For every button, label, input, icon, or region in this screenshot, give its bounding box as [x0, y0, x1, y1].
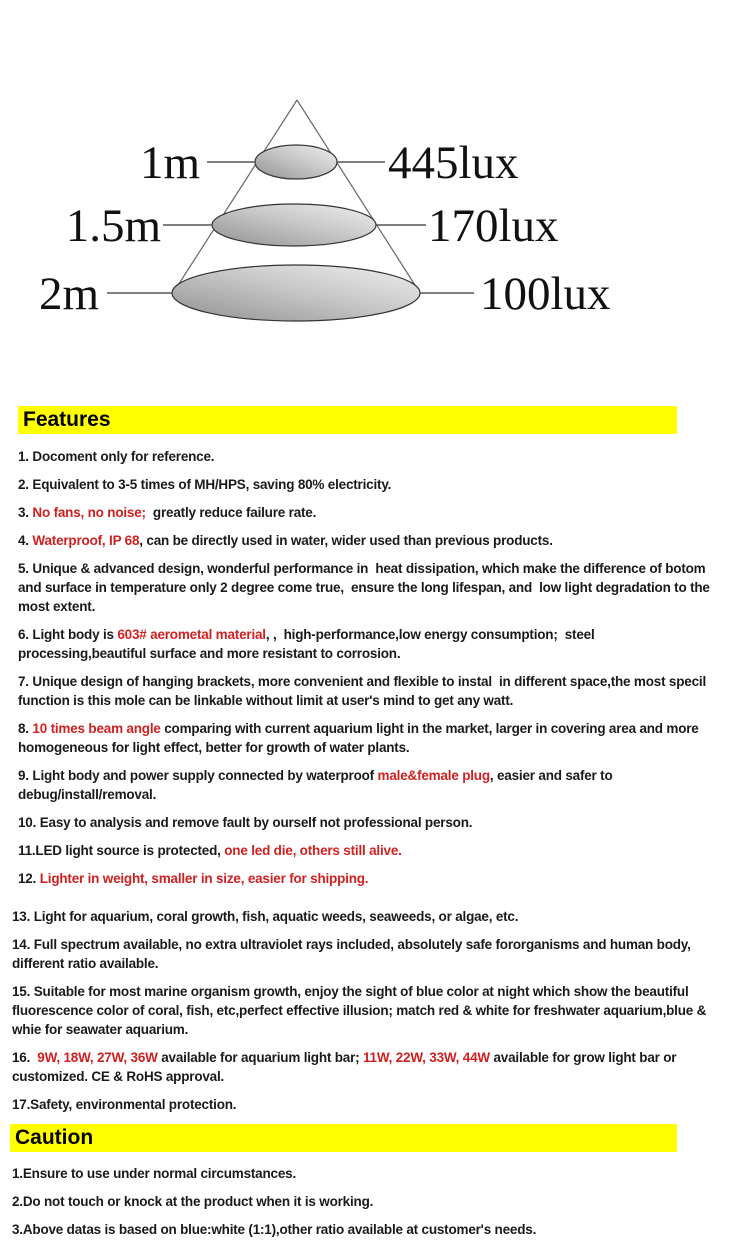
caution-item-text: 2.Do not touch or knock at the product when it is working. — [12, 1194, 374, 1209]
feature-item-text: 8. — [18, 721, 33, 736]
feature-item — [18, 559, 720, 616]
feature-item — [18, 766, 720, 804]
cone-side-right — [297, 100, 420, 293]
feature-item-red-text: Lighter in weight, smaller in size, easier for shipping. — [39, 871, 369, 886]
feature-item-red-text: Waterproof, IP 68 — [32, 533, 140, 548]
feature-item-text: , , high-performance,low energy consumption; steel processing,beautiful surface and more resistant to corrosion. — [18, 627, 599, 661]
feature-item — [18, 625, 720, 663]
lux-label-445: 445lux — [388, 137, 519, 189]
feature-item — [18, 503, 720, 522]
feature-item — [12, 1048, 720, 1086]
feature-item-text: available for grow light bar or customized. CE & RoHS approval. — [12, 1050, 680, 1084]
caution-item-text: 1.Ensure to use under normal circumstances. — [12, 1166, 296, 1181]
feature-item-red-text: 603# aerometal material — [117, 627, 266, 642]
feature-item — [12, 935, 720, 973]
feature-item-text: , can be directly used in water, wider used than previous products. — [139, 533, 553, 548]
feature-item-text: 9. Light body and power supply connected by waterproof — [18, 768, 378, 783]
distance-label-1-5m: 1.5m — [65, 200, 161, 252]
feature-item-text: 5. Unique & advanced design, wonderful performance in heat dissipation, which make the difference of botom and surface in temperature only 2 degree come true, ensure the long lifespan, and low light degradation to the most extent. — [18, 561, 714, 614]
lux-label-100: 100lux — [480, 268, 611, 320]
feature-item — [12, 907, 720, 926]
light-cone-svg — [0, 0, 742, 380]
feature-item-red-text: one led die, others still alive. — [224, 843, 402, 858]
caution-header: Caution — [10, 1124, 677, 1152]
features-list — [0, 447, 742, 1114]
feature-item-text: available for aquarium light bar; — [157, 1050, 363, 1065]
feature-item — [18, 719, 720, 757]
feature-item-red-text: male&female plug — [377, 768, 490, 783]
feature-item-red-text: No fans, no noise; — [32, 505, 146, 520]
distance-label-1m: 1m — [139, 137, 200, 189]
lux-label-170: 170lux — [428, 200, 559, 252]
feature-item-red-text: 11W, 22W, 33W, 44W — [362, 1050, 490, 1065]
feature-item-red-text: 10 times beam angle — [32, 721, 161, 736]
content — [0, 406, 742, 1248]
feature-item-text: 13. Light for aquarium, coral growth, fish, aquatic weeds, seaweeds, or algae, etc. — [12, 909, 519, 924]
feature-item — [18, 475, 720, 494]
feature-item-text: 14. Full spectrum available, no extra ultraviolet rays included, absolutely safe fororganisms and human body, different ratio available. — [12, 937, 695, 971]
caution-list — [0, 1164, 742, 1239]
feature-item — [18, 531, 720, 550]
feature-item — [18, 447, 720, 466]
feature-item — [18, 672, 720, 710]
feature-item-text: 2. Equivalent to 3-5 times of MH/HPS, saving 80% electricity. — [18, 477, 392, 492]
features-header: Features — [18, 406, 677, 434]
feature-item-text: 12. — [18, 871, 40, 886]
feature-item-text: 4. — [18, 533, 33, 548]
feature-item — [12, 982, 720, 1039]
feature-item-text: 11.LED light source is protected, — [18, 843, 225, 858]
caution-item — [12, 1192, 720, 1211]
feature-item-text: comparing with current aquarium light in the market, larger in covering area and more homogeneous for light effect, better for growth of water plants. — [18, 721, 703, 755]
feature-item — [18, 841, 720, 860]
feature-item-text: 3. — [18, 505, 33, 520]
beam-ellipse-2m — [172, 265, 420, 321]
cone-side-left — [173, 100, 297, 293]
feature-item-text: 10. Easy to analysis and remove fault by ourself not professional person. — [18, 815, 473, 830]
caution-item — [12, 1164, 720, 1183]
feature-item-red-text: 9W, 18W, 27W, 36W — [37, 1050, 158, 1065]
feature-item-text: 6. Light body is — [18, 627, 118, 642]
feature-item — [18, 869, 720, 888]
distance-label-2m: 2m — [38, 268, 99, 320]
beam-ellipse-1m — [255, 145, 337, 179]
feature-item — [18, 813, 720, 832]
feature-item-text: 1. Docoment only for reference. — [18, 449, 215, 464]
feature-item-text: 7. Unique design of hanging brackets, more convenient and flexible to instal in different space,the most specil function is this mole can be linkable without limit at user's mind to get any watt. — [18, 674, 710, 708]
feature-item-text: , easier and safer to debug/install/removal. — [18, 768, 617, 802]
light-cone-diagram — [0, 0, 742, 380]
caution-item — [12, 1220, 720, 1239]
feature-item-text: greatly reduce failure rate. — [145, 505, 317, 520]
feature-item-text: 15. Suitable for most marine organism growth, enjoy the sight of blue color at night which show the beautiful fluorescence color of coral, fish, etc,perfect effective illusion; match red & white for freshwater aquarium,blue & whie for seawater aquarium. — [12, 984, 710, 1037]
feature-item — [12, 1095, 720, 1114]
feature-item-text: 17.Safety, environmental protection. — [12, 1097, 237, 1112]
caution-item-text: 3.Above datas is based on blue:white (1:1),other ratio available at customer's needs. — [12, 1222, 537, 1237]
beam-ellipse-1-5m — [212, 204, 376, 246]
feature-item-text: 16. — [12, 1050, 38, 1065]
